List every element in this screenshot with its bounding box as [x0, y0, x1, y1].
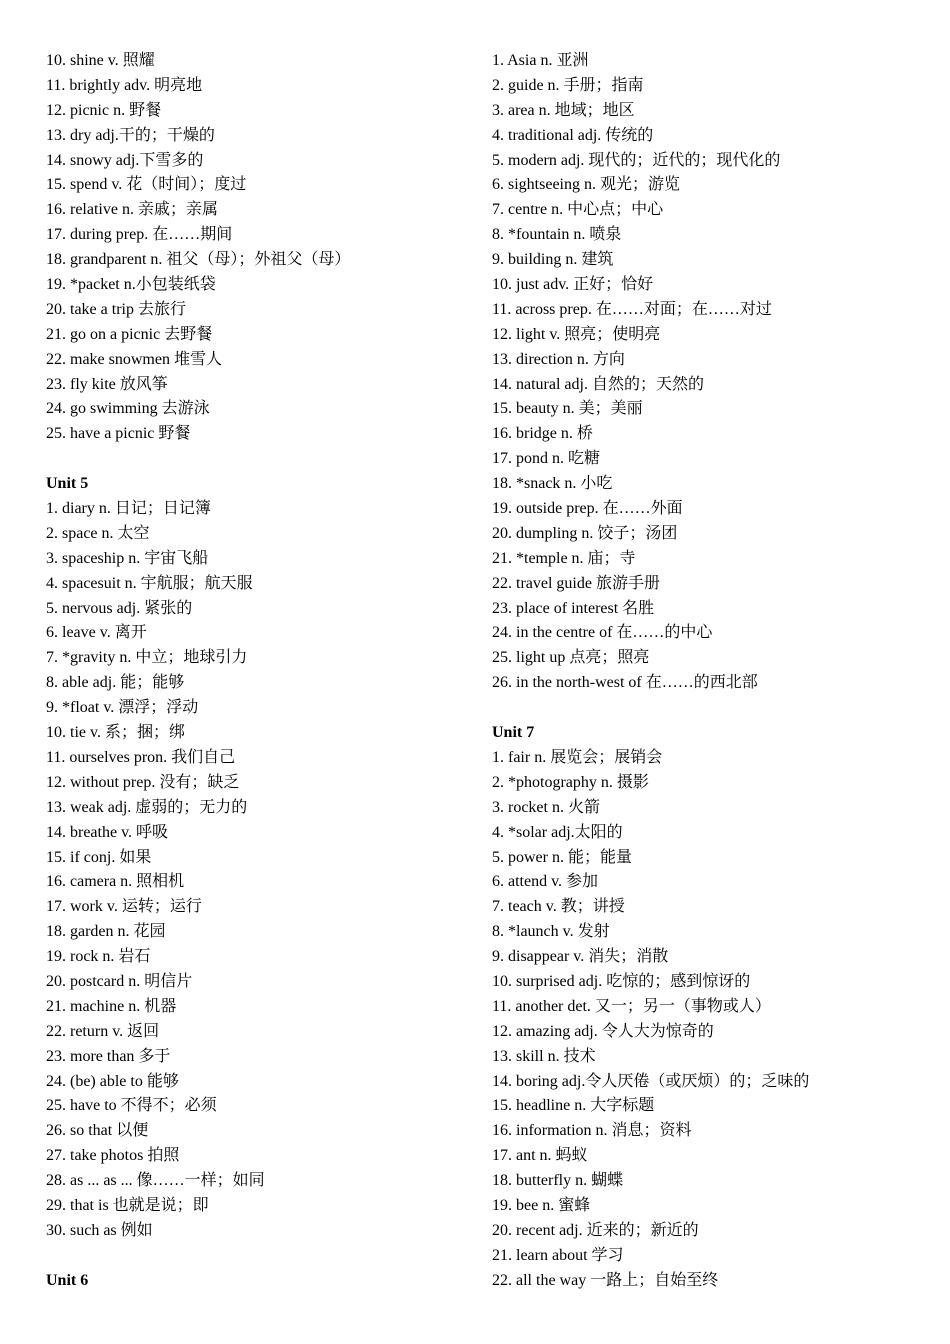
vocab-entry: 9. disappear v. 消失；消散 — [492, 948, 669, 966]
vocab-entry: 9. *float v. 漂浮；浮动 — [46, 699, 199, 717]
vocab-entry: 23. more than 多于 — [46, 1047, 171, 1065]
vocab-entry: 3. area n. 地域；地区 — [492, 101, 635, 119]
vocab-entry: 16. camera n. 照相机 — [46, 873, 185, 891]
vocab-entry: 1. diary n. 日记；日记簿 — [46, 500, 211, 518]
vocab-entry: 6. leave v. 离开 — [46, 624, 147, 642]
vocab-entry: 1. Asia n. 亚洲 — [492, 52, 589, 69]
vocab-entry: 10. just adv. 正好；恰好 — [492, 276, 654, 294]
vocab-entry: 8. *fountain n. 喷泉 — [492, 226, 622, 244]
vocab-entry: 14. natural adj. 自然的；天然的 — [492, 375, 704, 393]
vocab-entry: 13. dry adj.干的；干燥的 — [46, 126, 215, 144]
vocab-entry: 22. make snowmen 堆雪人 — [46, 350, 222, 368]
spacer — [492, 696, 932, 721]
vocab-entry: 3. rocket n. 火箭 — [492, 798, 600, 816]
vocab-entry: 16. relative n. 亲戚；亲属 — [46, 201, 218, 219]
vocab-entry: 20. dumpling n. 饺子；汤团 — [492, 524, 678, 542]
vocab-entry: 14. boring adj.令人厌倦（或厌烦）的；乏味的 — [492, 1072, 810, 1090]
vocab-entry: 20. recent adj. 近来的；新近的 — [492, 1221, 699, 1239]
vocab-entry: 17. pond n. 吃糖 — [492, 450, 601, 468]
vocab-entry: 15. headline n. 大字标题 — [492, 1097, 655, 1115]
vocab-entry: 9. building n. 建筑 — [492, 251, 614, 269]
vocab-entry: 22. return v. 返回 — [46, 1022, 160, 1040]
vocab-entry: 22. all the way 一路上；自始至终 — [492, 1271, 719, 1289]
vocab-entry: 25. have to 不得不；必须 — [46, 1097, 217, 1115]
vocab-entry: 8. able adj. 能；能够 — [46, 674, 185, 692]
vocab-entry: 21. machine n. 机器 — [46, 997, 177, 1015]
vocab-entry: 11. another det. 又一；另一（事物或人） — [492, 997, 771, 1015]
vocab-entry: 1. fair n. 展览会；展销会 — [492, 748, 663, 766]
vocab-entry: 20. postcard n. 明信片 — [46, 972, 193, 990]
vocab-entry: 19. bee n. 蜜蜂 — [492, 1196, 591, 1214]
vocab-entry: 10. shine v. 照耀 — [46, 52, 155, 69]
vocab-entry: 12. amazing adj. 令人大为惊奇的 — [492, 1022, 714, 1040]
vocab-entry: 25. have a picnic 野餐 — [46, 425, 191, 443]
vocab-entry: 5. modern adj. 现代的；近代的；现代化的 — [492, 151, 781, 169]
vocab-entry: 18. *snack n. 小吃 — [492, 475, 613, 493]
vocab-entry: 23. fly kite 放风筝 — [46, 375, 168, 393]
vocab-entry: 6. sightseeing n. 观光；游览 — [492, 176, 680, 194]
vocab-entry: 13. skill n. 技术 — [492, 1047, 596, 1065]
unit-heading: Unit 6 — [46, 1271, 89, 1289]
vocab-entry: 2. guide n. 手册；指南 — [492, 76, 644, 94]
right-column — [492, 49, 932, 1294]
vocab-entry: 21. *temple n. 庙；寺 — [492, 549, 636, 567]
vocab-entry: 19. rock n. 岩石 — [46, 948, 151, 966]
unit-heading: Unit 5 — [46, 475, 89, 493]
vocab-entry: 19. *packet n.小包装纸袋 — [46, 276, 216, 294]
vocab-entry: 26. so that 以便 — [46, 1122, 149, 1140]
vocab-entry: 23. place of interest 名胜 — [492, 599, 655, 617]
vocab-entry: 18. grandparent n. 祖父（母）；外祖父（母） — [46, 251, 351, 269]
vocab-entry: 27. take photos 拍照 — [46, 1147, 180, 1165]
vocab-entry: 5. power n. 能；能量 — [492, 848, 632, 866]
vocab-entry: 17. during prep. 在……期间 — [46, 226, 233, 244]
unit-heading: Unit 7 — [492, 724, 535, 742]
vocab-entry: 7. centre n. 中心点；中心 — [492, 201, 664, 219]
vocab-entry: 30. such as 例如 — [46, 1221, 153, 1239]
vocab-entry: 25. light up 点亮；照亮 — [492, 649, 650, 667]
vocab-entry: 26. in the north-west of 在……的西北部 — [492, 674, 758, 692]
vocab-entry: 12. picnic n. 野餐 — [46, 101, 162, 119]
vocab-entry: 12. light v. 照亮；使明亮 — [492, 325, 661, 343]
vocab-entry: 10. surprised adj. 吃惊的；感到惊讶的 — [492, 972, 751, 990]
vocab-entry: 24. in the centre of 在……的中心 — [492, 624, 713, 642]
vocab-entry: 7. *gravity n. 中立；地球引力 — [46, 649, 248, 667]
vocab-entry: 6. attend v. 参加 — [492, 873, 599, 891]
vocab-entry: 4. *solar adj.太阳的 — [492, 823, 623, 841]
vocab-entry: 3. spaceship n. 宇宙飞船 — [46, 549, 209, 567]
vocab-entry: 15. beauty n. 美；美丽 — [492, 400, 643, 418]
vocab-entry: 24. (be) able to 能够 — [46, 1072, 179, 1090]
vocab-entry: 14. snowy adj.下雪多的 — [46, 151, 204, 169]
vocab-entry: 13. direction n. 方向 — [492, 350, 625, 368]
vocab-entry: 18. butterfly n. 蝴蝶 — [492, 1172, 624, 1190]
vocab-entry: 5. nervous adj. 紧张的 — [46, 599, 193, 617]
vocab-entry: 11. across prep. 在……对面；在……对过 — [492, 300, 772, 318]
vocab-entry: 14. breathe v. 呼吸 — [46, 823, 169, 841]
vocab-entry: 29. that is 也就是说；即 — [46, 1196, 209, 1214]
vocab-entry: 22. travel guide 旅游手册 — [492, 574, 660, 592]
vocab-entry: 15. spend v. 花（时间）；度过 — [46, 176, 247, 194]
spacer — [46, 447, 466, 472]
vocab-entry: 13. weak adj. 虚弱的；无力的 — [46, 798, 248, 816]
vocab-entry: 16. bridge n. 桥 — [492, 425, 593, 443]
vocab-entry: 4. traditional adj. 传统的 — [492, 126, 654, 144]
vocab-entry: 17. ant n. 蚂蚁 — [492, 1147, 588, 1165]
vocab-entry: 19. outside prep. 在……外面 — [492, 500, 683, 518]
vocab-entry: 15. if conj. 如果 — [46, 848, 152, 866]
vocab-entry: 11. ourselves pron. 我们自己 — [46, 748, 236, 766]
vocab-entry: 4. spacesuit n. 宇航服；航天服 — [46, 574, 253, 592]
vocab-entry: 11. brightly adv. 明亮地 — [46, 76, 203, 94]
vocab-entry: 16. information n. 消息；资料 — [492, 1122, 692, 1140]
vocab-entry: 12. without prep. 没有；缺乏 — [46, 773, 240, 791]
vocab-entry: 2. *photography n. 摄影 — [492, 773, 649, 791]
vocab-entry: 21. learn about 学习 — [492, 1246, 624, 1264]
vocab-entry: 20. take a trip 去旅行 — [46, 300, 186, 318]
vocab-entry: 10. tie v. 系；捆；绑 — [46, 724, 185, 742]
vocab-entry: 21. go on a picnic 去野餐 — [46, 325, 213, 343]
vocab-entry: 17. work v. 运转；运行 — [46, 898, 202, 916]
vocab-entry: 2. space n. 太空 — [46, 524, 150, 542]
vocab-entry: 7. teach v. 教；讲授 — [492, 898, 625, 916]
vocab-entry: 8. *launch v. 发射 — [492, 923, 610, 941]
vocab-entry: 18. garden n. 花园 — [46, 923, 166, 941]
vocab-entry: 24. go swimming 去游泳 — [46, 400, 210, 418]
left-column — [46, 49, 466, 1294]
spacer — [46, 1244, 466, 1269]
vocab-entry: 28. as ... as ... 像……一样；如同 — [46, 1172, 265, 1190]
